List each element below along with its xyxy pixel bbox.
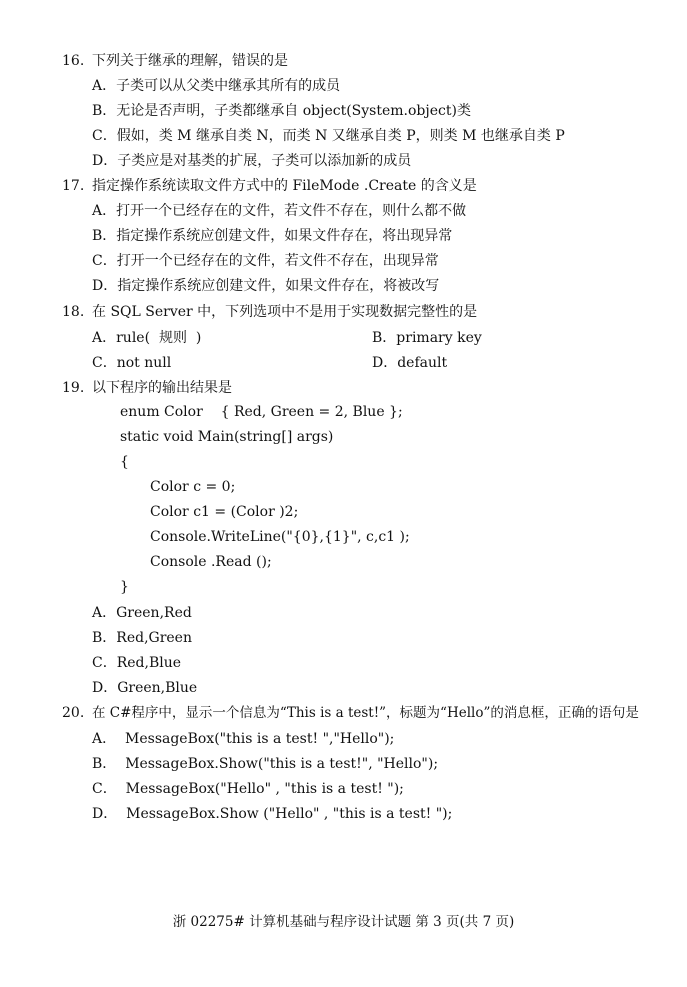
q19-code-line: } — [120, 579, 129, 595]
q20-number: 20. — [62, 705, 85, 721]
q20-stem: 在 C#程序中，显示一个信息为“This is a test!”，标题为“Hello”的消息框，正确的语句是 — [92, 705, 639, 721]
q18-number: 18. — [62, 304, 85, 320]
q18-option-b: B．primary key — [372, 330, 482, 346]
page-footer: 浙 02275# 计算机基础与程序设计试题 第 3 页(共 7 页) — [172, 914, 515, 930]
q20-option-a: A． MessageBox("this is a test! ","Hello"); — [92, 731, 395, 747]
q19-stem: 以下程序的输出结果是 — [92, 380, 232, 396]
q19-option-c: C．Red,Blue — [92, 655, 182, 671]
q16-option-c: C．假如，类 M 继承自类 N，而类 N 又继承自类 P，则类 M 也继承自类 P — [92, 128, 565, 144]
q16-option-a: A．子类可以从父类中继承其所有的成员 — [92, 78, 341, 94]
q18-option-c: C．not null — [92, 355, 172, 371]
q20-option-d: D． MessageBox.Show ("Hello" , "this is a test! "); — [92, 806, 453, 822]
q19-option-d: D．Green,Blue — [92, 680, 198, 696]
q20-option-b: B． MessageBox.Show("this is a test!", "Hello"); — [92, 756, 439, 772]
q19-code-line: Color c1 = (Color )2; — [150, 504, 299, 520]
q19-code-line: static void Main(string[] args) — [120, 429, 334, 445]
q17-stem: 指定操作系统读取文件方式中的 FileMode .Create 的含义是 — [92, 178, 477, 194]
q17-option-a: A．打开一个已经存在的文件，若文件不存在，则什么都不做 — [92, 203, 467, 219]
q18-option-a: A．rule( 规则 ) — [92, 330, 202, 346]
q16-option-d: D．子类应是对基类的扩展，子类可以添加新的成员 — [92, 153, 412, 169]
q19-code-line: Color c = 0; — [150, 479, 236, 495]
q19-code-line: { — [120, 454, 129, 470]
q19-code-line: enum Color { Red, Green = 2, Blue }; — [120, 404, 403, 420]
q19-number: 19. — [62, 380, 85, 396]
q17-number: 17. — [62, 178, 85, 194]
q16-option-b: B．无论是否声明，子类都继承自 object(System.object)类 — [92, 103, 471, 119]
q20-option-c: C． MessageBox("Hello" , "this is a test! "); — [92, 781, 404, 797]
q19-option-b: B．Red,Green — [92, 630, 192, 646]
q16-stem: 下列关于继承的理解，错误的是 — [92, 53, 288, 69]
q18-stem: 在 SQL Server 中，下列选项中不是用于实现数据完整性的是 — [92, 304, 478, 320]
q17-option-b: B．指定操作系统应创建文件，如果文件存在，将出现异常 — [92, 228, 453, 244]
q19-code-line: Console .Read (); — [150, 554, 272, 570]
q17-option-c: C．打开一个已经存在的文件，若文件不存在，出现异常 — [92, 253, 439, 269]
q19-code-line: Console.WriteLine("{0},{1}", c,c1 ); — [150, 529, 410, 545]
q18-option-d: D．default — [372, 355, 448, 371]
q16-number: 16. — [62, 53, 85, 69]
q19-option-a: A．Green,Red — [92, 605, 192, 621]
q17-option-d: D．指定操作系统应创建文件，如果文件存在，将被改写 — [92, 278, 440, 294]
